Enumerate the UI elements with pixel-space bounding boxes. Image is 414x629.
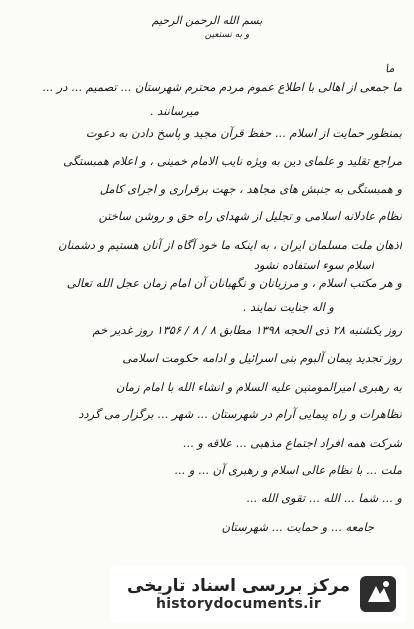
document-heading: بسم الله الرحمن الرحیم — [151, 14, 263, 27]
document-line: ما جمعی از اهالی با اطلاع عموم مردم محترم شهرستان ... تصمیم ... در ... — [42, 80, 402, 94]
watermark-url: historydocuments.ir — [155, 596, 322, 612]
document-line: نظام عادلانه اسلامی و تجلیل از شهدای راه حق و روشن ساختن — [98, 209, 402, 223]
document-line: روز تجدید پیمان آلبوم بنی اسرائیل و ادامه حکومت اسلامی — [122, 351, 402, 365]
document-line: تظاهرات و راه پیمایی آرام در شهرستان ... شهر ... برگزار می گردد — [78, 407, 402, 421]
document-line: اذهان ملت مسلمان ایران ، به اینکه ما خود آگاه از آنان هستیم و دشمنان — [58, 238, 402, 252]
watermark-text — [127, 576, 350, 612]
document-line: به رهبری امیرالمومنین علیه السلام و انشاء الله با امام زمان — [115, 380, 402, 394]
document-line: جامعه ... و حمایت ... شهرستان — [221, 520, 374, 534]
document-line: مراجع تقلید و علمای دین به ویژه نایب الامام خمینی ، و اعلام همبستگی — [63, 154, 402, 168]
document-center-logo-icon — [356, 572, 400, 616]
document-line: اسلام سوء استفاده نشود — [253, 258, 374, 272]
document-line: روز یکشنبه ۲۸ ذی الحجه ۱۳۹۸ مطابق ۸ / ۸ / ۱۳۵۶ روز غدیر خم — [92, 323, 402, 337]
document-line: و ... شما ... الله ... تقوی الله ... — [246, 491, 402, 505]
document-line: و همبستگی به جنبش های مجاهد ، جهت برقراری و اجرای کامل — [99, 182, 402, 196]
document-line: میرسانند . — [149, 104, 199, 118]
document-subheading: و به نستعین — [204, 30, 250, 40]
watermark-title: مرکز بررسی اسناد تاریخی — [127, 576, 350, 596]
document-line: و هر مکتب اسلام ، و مرزبانان و نگهبانان آن امام زمان عجل الله تعالی — [66, 276, 402, 290]
document-line: و اله جنایت نمایند . — [242, 300, 334, 314]
document-line: بمنظور حمایت از اسلام ... حفظ قرآن مجید و پاسخ دادن به دعوت — [85, 126, 402, 140]
watermark-banner — [110, 565, 406, 623]
document-line: شرکت همه افراد اجتماع مذهبی ... علاقه و ... — [182, 436, 402, 450]
document-line: ملت ... با نظام عالی اسلام و رهبری آن ... و ... — [174, 463, 402, 477]
margin-note: ما — [383, 61, 395, 76]
